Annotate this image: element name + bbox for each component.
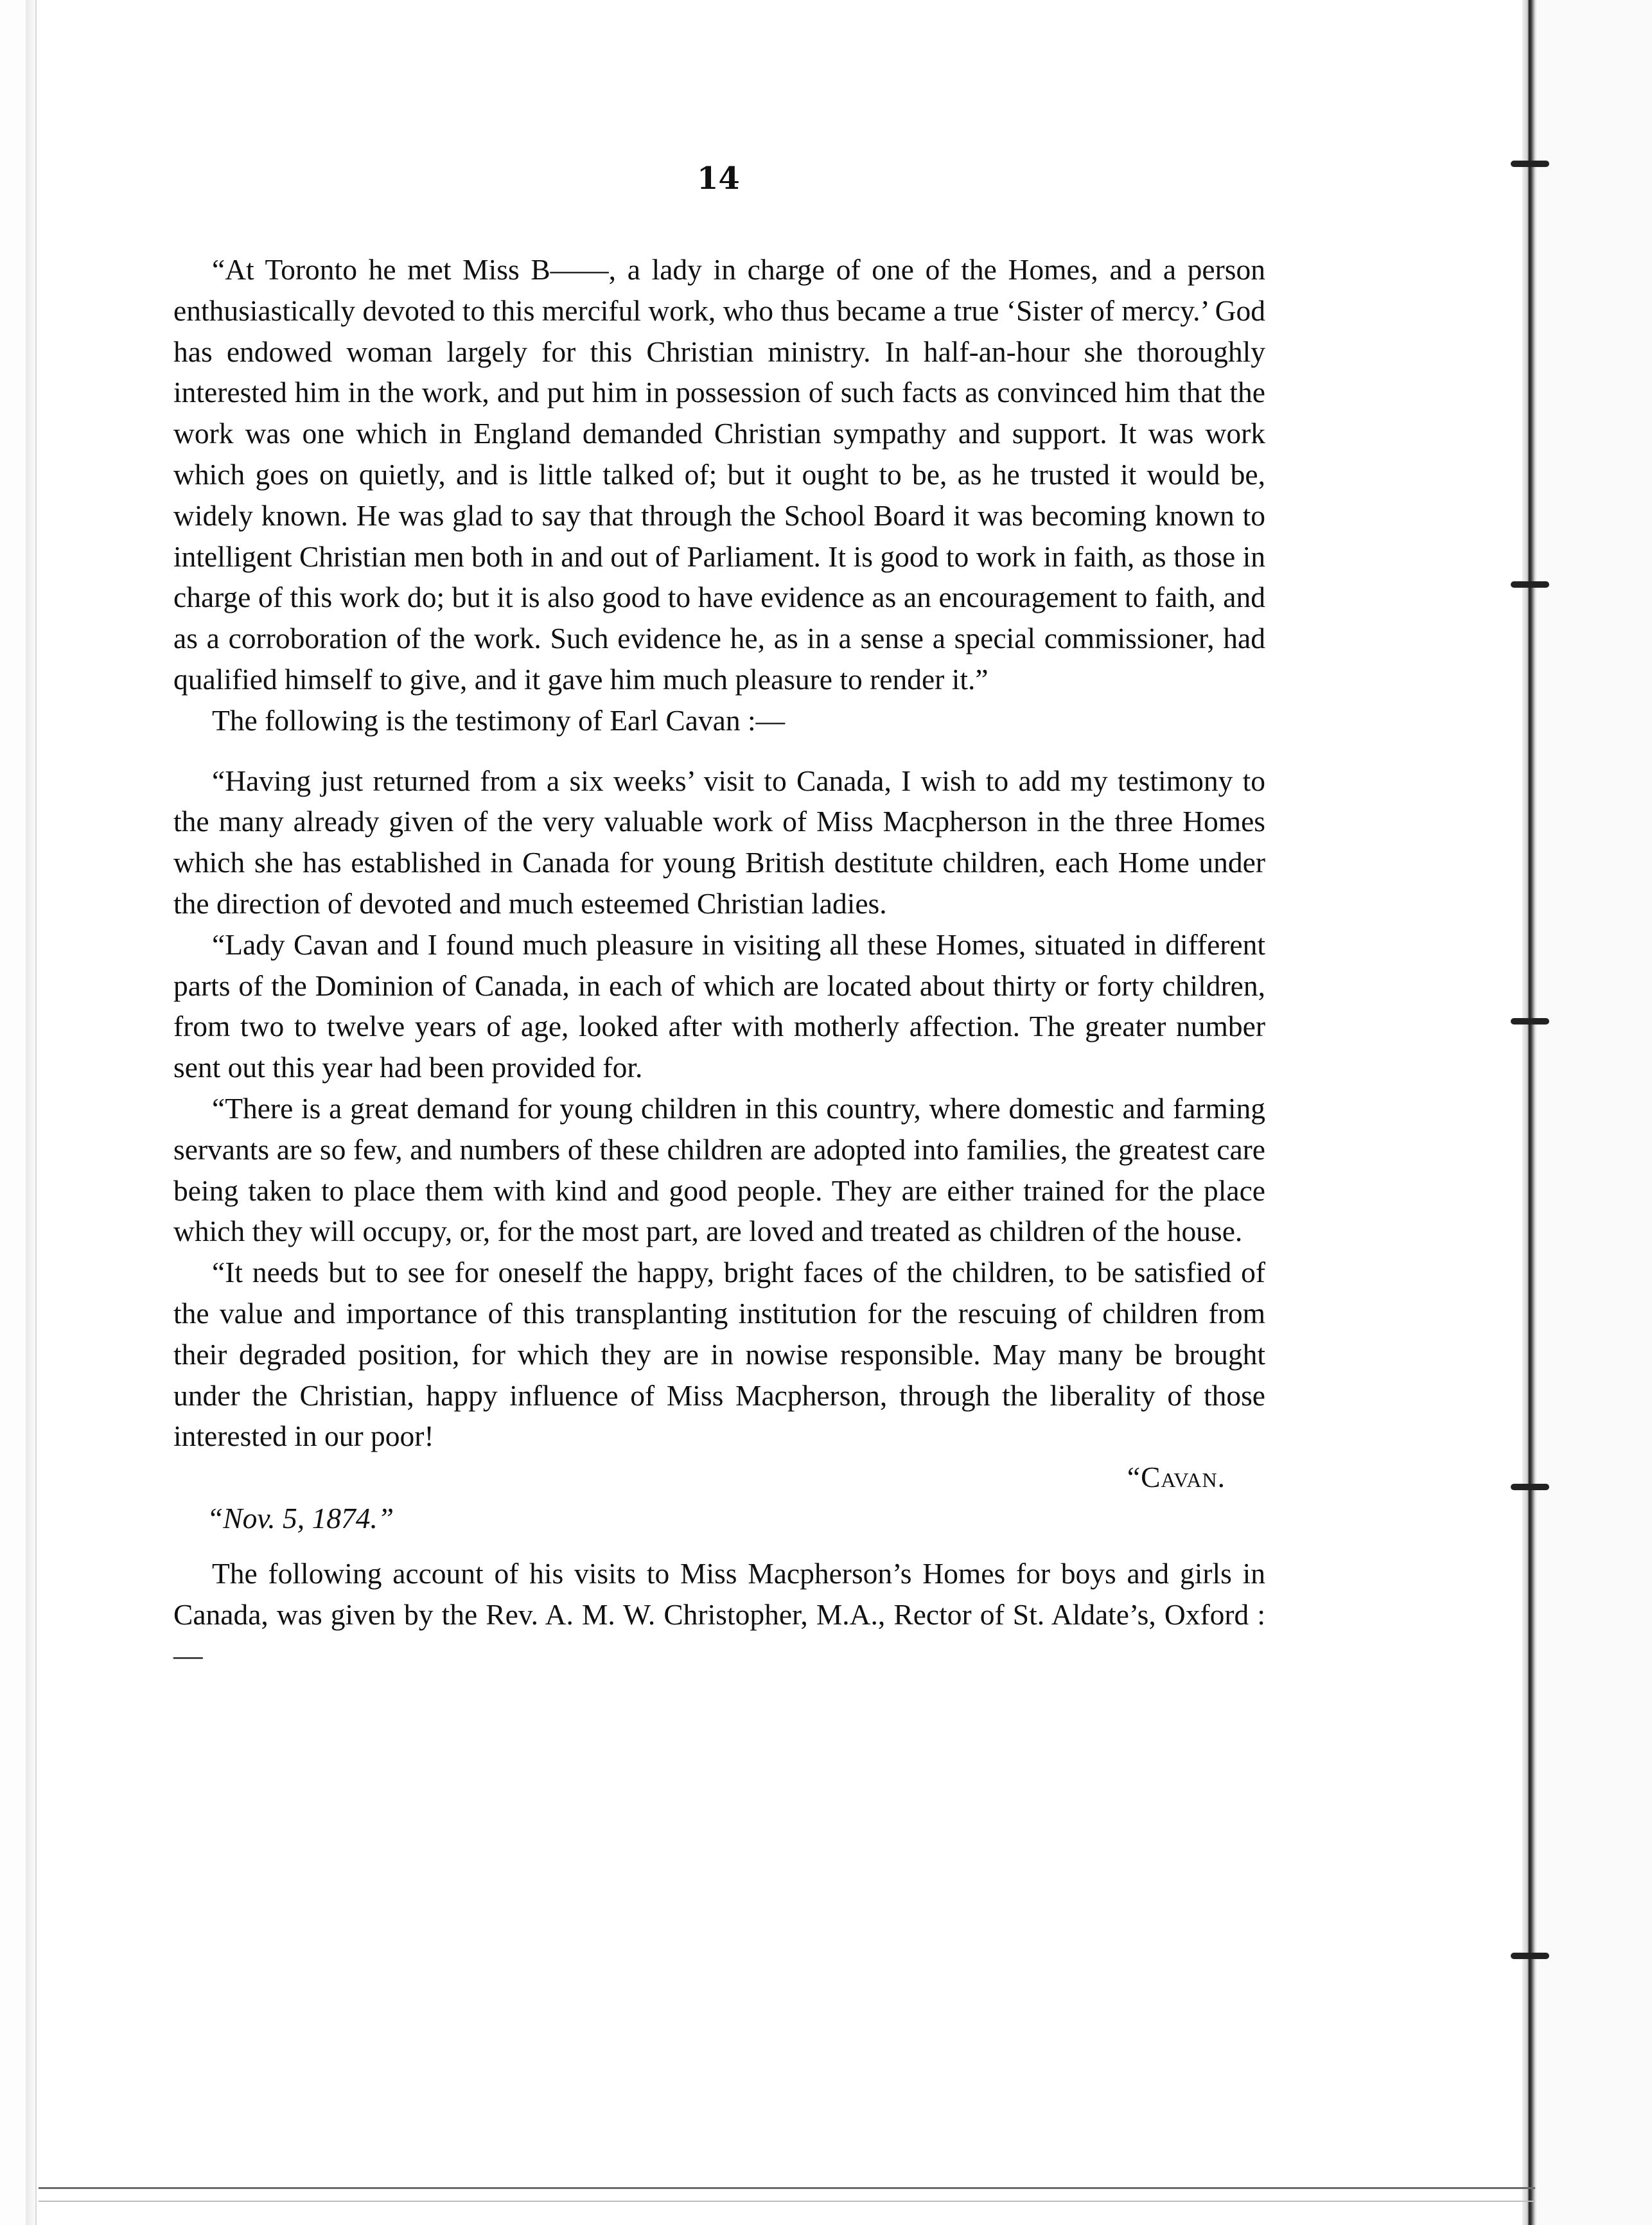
binding-thread-5	[1511, 1953, 1549, 1959]
paragraph-cavan-3: “There is a great demand for young children in this country, where domestic and farming servants are so few, and numbers of these children are adopted into families, the greatest care being taken to place them with kind and good people. They are either trained for the place which they will occupy, or, for the most part, are loved and treated as children of the house.	[173, 1091, 1265, 1248]
binding-thread-4	[1511, 1484, 1549, 1490]
binding-thread-1	[1511, 161, 1549, 167]
body-text	[173, 249, 1265, 1676]
paragraph-cavan-2: “Lady Cavan and I found much pleasure in visiting all these Homes, situated in different parts of the Dominion of Canada, in each of which are located about thirty or forty children, from two to twelve years of age, looked after with motherly affection. The greater number sent out this year had been provided for.	[173, 928, 1265, 1084]
paragraph-cavan-4: “It needs but to see for oneself the happy, bright faces of the children, to be satisfied of the value and importance of this transplanting institution for the rescuing of children from their degraded position, for which they are in nowise responsible. May many be brought under the Christian, happy influence of Miss Macpherson, through the liberality of those interested in our poor!	[173, 1256, 1265, 1453]
dateline: “Nov. 5, 1874.”	[207, 1501, 394, 1535]
paragraph-cavan-1: “Having just returned from a six weeks’ visit to Canada, I wish to add my testimony to the many already given of the very valuable work of Miss Macpherson in the three Homes which she has established in Canada for young British destitute children, each Home under the direction of devoted and much esteemed Christian ladies.	[173, 764, 1265, 920]
paragraph-toronto-quote: “At Toronto he met Miss B——, a lady in charge of one of the Homes, and a person enthusiastically devoted to this merciful work, who thus became a true ‘Sister of mercy.’ God has endowed woman largely for this Christian ministry. In half-an-hour she thoroughly interested him in the work, and put him in possession of such facts as convinced him that the work was one which in England demanded Christian sympathy and support. It was work which goes on quietly, and is little talked of; but it ought to be, as he trusted it would be, widely known. He was glad to say that through the School Board it was becoming known to intelligent Christian men both in and out of Parliament. It is good to work in faith, as those in charge of this work do; but it is also good to have evidence as an encouragement to faith, and as a corroboration of the work. Such evidence he, as in a sense a special commissioner, had qualified himself to give, and it gave him much pleasure to render it.”	[173, 253, 1265, 696]
signature-cavan: “Cavan.	[1127, 1461, 1226, 1494]
page-number: 14	[697, 161, 740, 197]
scan-left-edge	[0, 0, 37, 2225]
book-binding	[1522, 0, 1535, 2225]
facing-page-edge	[1535, 0, 1652, 2225]
paragraph-cavan-intro: The following is the testimony of Earl Cavan :—	[212, 703, 786, 737]
binding-thread-2	[1511, 581, 1549, 588]
paragraph-christopher-intro: The following account of his visits to Miss Macpherson’s Homes for boys and girls in Canada, was given by the Rev. A. M. W. Christopher, M.A., Rector of St. Aldate’s, Oxford :—	[173, 1556, 1265, 1672]
scan-bottom-edge	[39, 2187, 1535, 2202]
binding-thread-3	[1511, 1018, 1549, 1025]
